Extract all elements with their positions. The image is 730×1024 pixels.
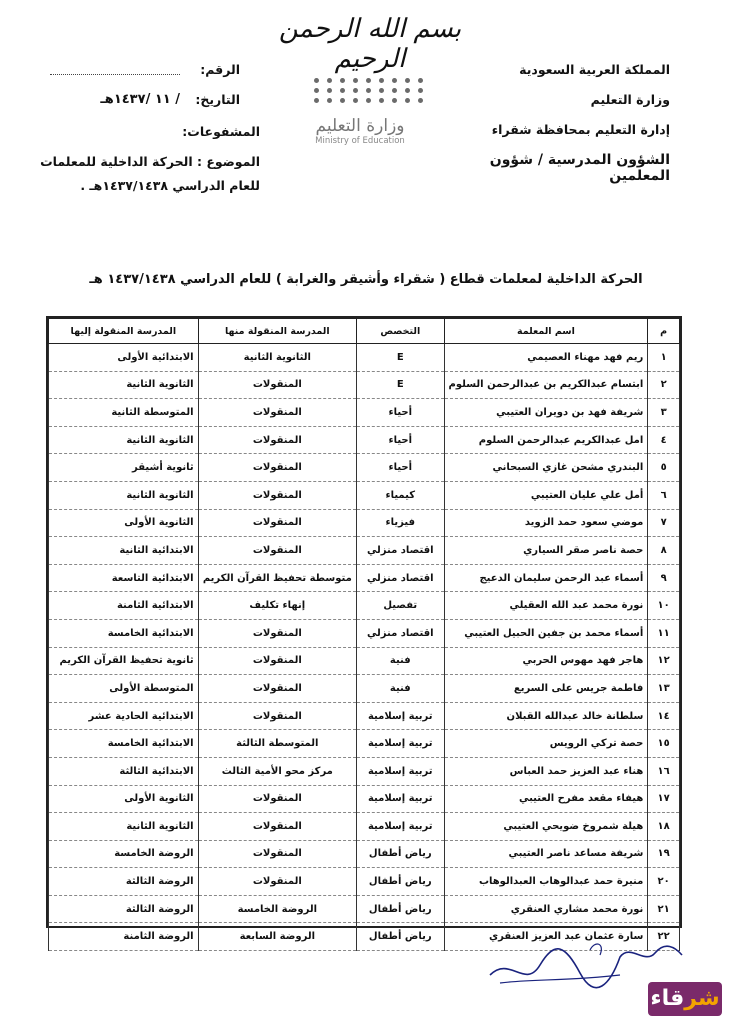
row-to-school: الروضة الثالثة <box>49 895 199 923</box>
attachments-label: المشفوعات: <box>182 124 260 139</box>
row-specialty: رياض أطفال <box>356 923 444 951</box>
table-row <box>49 619 680 647</box>
row-specialty: رياض أطفال <box>356 895 444 923</box>
row-to-school: ثانوية تحفيظ القرآن الكريم <box>49 647 199 675</box>
table-row <box>49 702 680 730</box>
row-to-school: الابتدائية الثامنة <box>49 592 199 620</box>
row-index: ١٩ <box>648 840 680 868</box>
row-specialty: اقتصاد منزلي <box>356 564 444 592</box>
row-to-school: الروضة الثامنة <box>49 923 199 951</box>
header-from-school: المدرسة المنقولة منها <box>198 319 356 344</box>
table-row <box>49 757 680 785</box>
transfers-table <box>48 318 680 951</box>
row-name: ريم فهد مهناء العصيمي <box>444 344 648 372</box>
row-from-school: الروضة الخامسة <box>198 895 356 923</box>
row-specialty: رياض أطفال <box>356 868 444 896</box>
row-to-school: الثانوية الأولى <box>49 785 199 813</box>
row-from-school: الثانوية الثانية <box>198 344 356 372</box>
table-row <box>49 344 680 372</box>
directorate-line: إدارة التعليم بمحافظة شقراء <box>491 122 670 137</box>
row-to-school: المتوسطة الثانية <box>49 399 199 427</box>
row-from-school: المنقولات <box>198 537 356 565</box>
row-name: هاجر فهد مهوس الحربي <box>444 647 648 675</box>
row-to-school: الثانوية الثانية <box>49 813 199 841</box>
date-value: / ١١ /١٤٣٧هـ <box>100 92 180 107</box>
row-from-school: المنقولات <box>198 785 356 813</box>
row-index: ١٦ <box>648 757 680 785</box>
table-row <box>49 895 680 923</box>
table-row <box>49 840 680 868</box>
row-name: هيلة شمروخ ضويحي العتيبي <box>444 813 648 841</box>
table-row <box>49 399 680 427</box>
row-name: نورة محمد عبد الله العقيلي <box>444 592 648 620</box>
row-from-school: متوسطة تحفيظ القرآن الكريم <box>198 564 356 592</box>
row-name: شريفة مساعد ناصر العتيبي <box>444 840 648 868</box>
row-specialty: فنية <box>356 647 444 675</box>
row-index: ٦ <box>648 481 680 509</box>
row-specialty: تربية إسلامية <box>356 702 444 730</box>
row-to-school: الثانوية الأولى <box>49 509 199 537</box>
row-from-school: المنقولات <box>198 371 356 399</box>
row-index: ١٨ <box>648 813 680 841</box>
row-to-school: ثانوية أشيقر <box>49 454 199 482</box>
basmala: بسم الله الرحمن الرحيم <box>278 14 462 74</box>
row-name: حصة ناصر صقر السياري <box>444 537 648 565</box>
watermark-part2: قاء <box>650 986 685 1011</box>
kingdom-line: المملكة العربية السعودية <box>519 62 670 77</box>
row-specialty: E <box>356 371 444 399</box>
row-specialty: فنية <box>356 675 444 703</box>
subject-line: الموضوع : الحركة الداخلية للمعلمات <box>40 154 260 169</box>
row-name: هناء عبد العزيز حمد العباس <box>444 757 648 785</box>
row-from-school: المنقولات <box>198 702 356 730</box>
table-header-row <box>49 319 680 344</box>
row-index: ٩ <box>648 564 680 592</box>
table-row <box>49 537 680 565</box>
row-name: هيفاء مقعد مفرح العتيبي <box>444 785 648 813</box>
row-index: ١٤ <box>648 702 680 730</box>
row-specialty: تربية إسلامية <box>356 813 444 841</box>
row-specialty: أحياء <box>356 399 444 427</box>
row-index: ٢١ <box>648 895 680 923</box>
row-specialty: اقتصاد منزلي <box>356 619 444 647</box>
header-index: م <box>648 319 680 344</box>
row-index: ٣ <box>648 399 680 427</box>
row-name: فاطمة جريس على السريع <box>444 675 648 703</box>
row-to-school: الابتدائية الخامسة <box>49 619 199 647</box>
table-row <box>49 481 680 509</box>
row-specialty: فيزياء <box>356 509 444 537</box>
row-index: ٢ <box>648 371 680 399</box>
row-to-school: المتوسطة الأولى <box>49 675 199 703</box>
row-index: ٧ <box>648 509 680 537</box>
row-name: موضي سعود حمد الزويد <box>444 509 648 537</box>
row-name: أسماء محمد بن جفين الحبيل العتيبي <box>444 619 648 647</box>
row-name: حصة تركي الرويس <box>444 730 648 758</box>
row-from-school: المنقولات <box>198 399 356 427</box>
page-title: الحركة الداخلية لمعلمات قطاع ( شقراء وأشيقر والغرابة ) للعام الدراسي ١٤٣٧/١٤٣٨ هـ <box>89 272 643 287</box>
row-name: ابتسام عبدالكريم بن عبدالرحمن السلوم <box>444 371 648 399</box>
logo-arabic-text: وزارة التعليم <box>315 116 405 136</box>
row-from-school: المنقولات <box>198 675 356 703</box>
row-index: ٢٠ <box>648 868 680 896</box>
row-name: أسماء عبد الرحمن سليمان الدعيج <box>444 564 648 592</box>
row-specialty: رياض أطفال <box>356 840 444 868</box>
row-from-school: المنقولات <box>198 509 356 537</box>
row-name: سلطانة خالد عبدالله القبلان <box>444 702 648 730</box>
row-to-school: الابتدائية الأولى <box>49 344 199 372</box>
row-specialty: كيمياء <box>356 481 444 509</box>
watermark-part1: شر <box>684 986 720 1011</box>
table-row <box>49 592 680 620</box>
table-row <box>49 785 680 813</box>
header-specialty: التخصص <box>356 319 444 344</box>
table-row <box>49 371 680 399</box>
table-row <box>49 868 680 896</box>
row-index: ٢٢ <box>648 923 680 951</box>
row-index: ٥ <box>648 454 680 482</box>
row-specialty: E <box>356 344 444 372</box>
number-dotline <box>50 74 180 75</box>
row-from-school: المنقولات <box>198 619 356 647</box>
logo-dots-icon <box>290 78 450 103</box>
row-name: شريفة فهد بن دويران العتيبي <box>444 399 648 427</box>
row-specialty: اقتصاد منزلي <box>356 537 444 565</box>
row-from-school: المنقولات <box>198 840 356 868</box>
row-index: ١ <box>648 344 680 372</box>
row-specialty: أحياء <box>356 426 444 454</box>
row-index: ١٧ <box>648 785 680 813</box>
row-index: ١٠ <box>648 592 680 620</box>
row-name: نورة محمد مشاري العنقري <box>444 895 648 923</box>
row-to-school: الابتدائية الحادية عشر <box>49 702 199 730</box>
row-specialty: تفصيل <box>356 592 444 620</box>
row-index: ١٥ <box>648 730 680 758</box>
row-from-school: المنقولات <box>198 868 356 896</box>
ministry-line: وزارة التعليم <box>590 92 670 107</box>
header-to-school: المدرسة المنقولة إليها <box>49 319 199 344</box>
row-index: ١١ <box>648 619 680 647</box>
row-name: امل عبدالكريم عبدالرحمن السلوم <box>444 426 648 454</box>
table-row <box>49 647 680 675</box>
date-label: التاريخ: <box>195 92 240 107</box>
table-row <box>49 564 680 592</box>
row-from-school: مركز محو الأمية الثالث <box>198 757 356 785</box>
row-to-school: الثانوية الثانية <box>49 481 199 509</box>
table-row <box>49 730 680 758</box>
number-label: الرقم: <box>200 62 240 77</box>
row-index: ٤ <box>648 426 680 454</box>
row-to-school: الثانوية الثانية <box>49 371 199 399</box>
row-from-school: المنقولات <box>198 813 356 841</box>
site-watermark-logo <box>648 982 722 1016</box>
row-from-school: المنقولات <box>198 454 356 482</box>
row-name: منيرة حمد عبدالوهاب العبدالوهاب <box>444 868 648 896</box>
row-name: سارة عثمان عبد العزيز العنقري <box>444 923 648 951</box>
row-specialty: تربية إسلامية <box>356 785 444 813</box>
header-name: اسم المعلمة <box>444 319 648 344</box>
row-name: البندري مشحن غازي السبحاني <box>444 454 648 482</box>
row-from-school: المنقولات <box>198 647 356 675</box>
row-from-school: إنهاء تكليف <box>198 592 356 620</box>
row-to-school: الابتدائية التاسعة <box>49 564 199 592</box>
row-specialty: تربية إسلامية <box>356 730 444 758</box>
row-from-school: الروضة السابعة <box>198 923 356 951</box>
table-row <box>49 454 680 482</box>
row-index: ١٣ <box>648 675 680 703</box>
row-from-school: المتوسطة الثالثة <box>198 730 356 758</box>
row-from-school: المنقولات <box>198 426 356 454</box>
row-to-school: الابتدائية الثانية <box>49 537 199 565</box>
logo-english-text: Ministry of Education <box>315 136 405 146</box>
table-row <box>49 675 680 703</box>
row-specialty: تربية إسلامية <box>356 757 444 785</box>
row-from-school: المنقولات <box>198 481 356 509</box>
row-to-school: الابتدائية الخامسة <box>49 730 199 758</box>
department-line: الشؤون المدرسية / شؤون المعلمين <box>489 152 670 184</box>
row-name: أمل علي عليان العتيبي <box>444 481 648 509</box>
row-index: ١٢ <box>648 647 680 675</box>
subject-line-2: للعام الدراسي ١٤٣٧/١٤٣٨هـ . <box>80 178 260 193</box>
table-row <box>49 813 680 841</box>
row-to-school: الروضة الخامسة <box>49 840 199 868</box>
row-specialty: أحياء <box>356 454 444 482</box>
table-row <box>49 509 680 537</box>
row-to-school: الروضة الثالثة <box>49 868 199 896</box>
row-index: ٨ <box>648 537 680 565</box>
table-row <box>49 426 680 454</box>
row-to-school: الثانوية الثانية <box>49 426 199 454</box>
row-to-school: الابتدائية الثالثة <box>49 757 199 785</box>
